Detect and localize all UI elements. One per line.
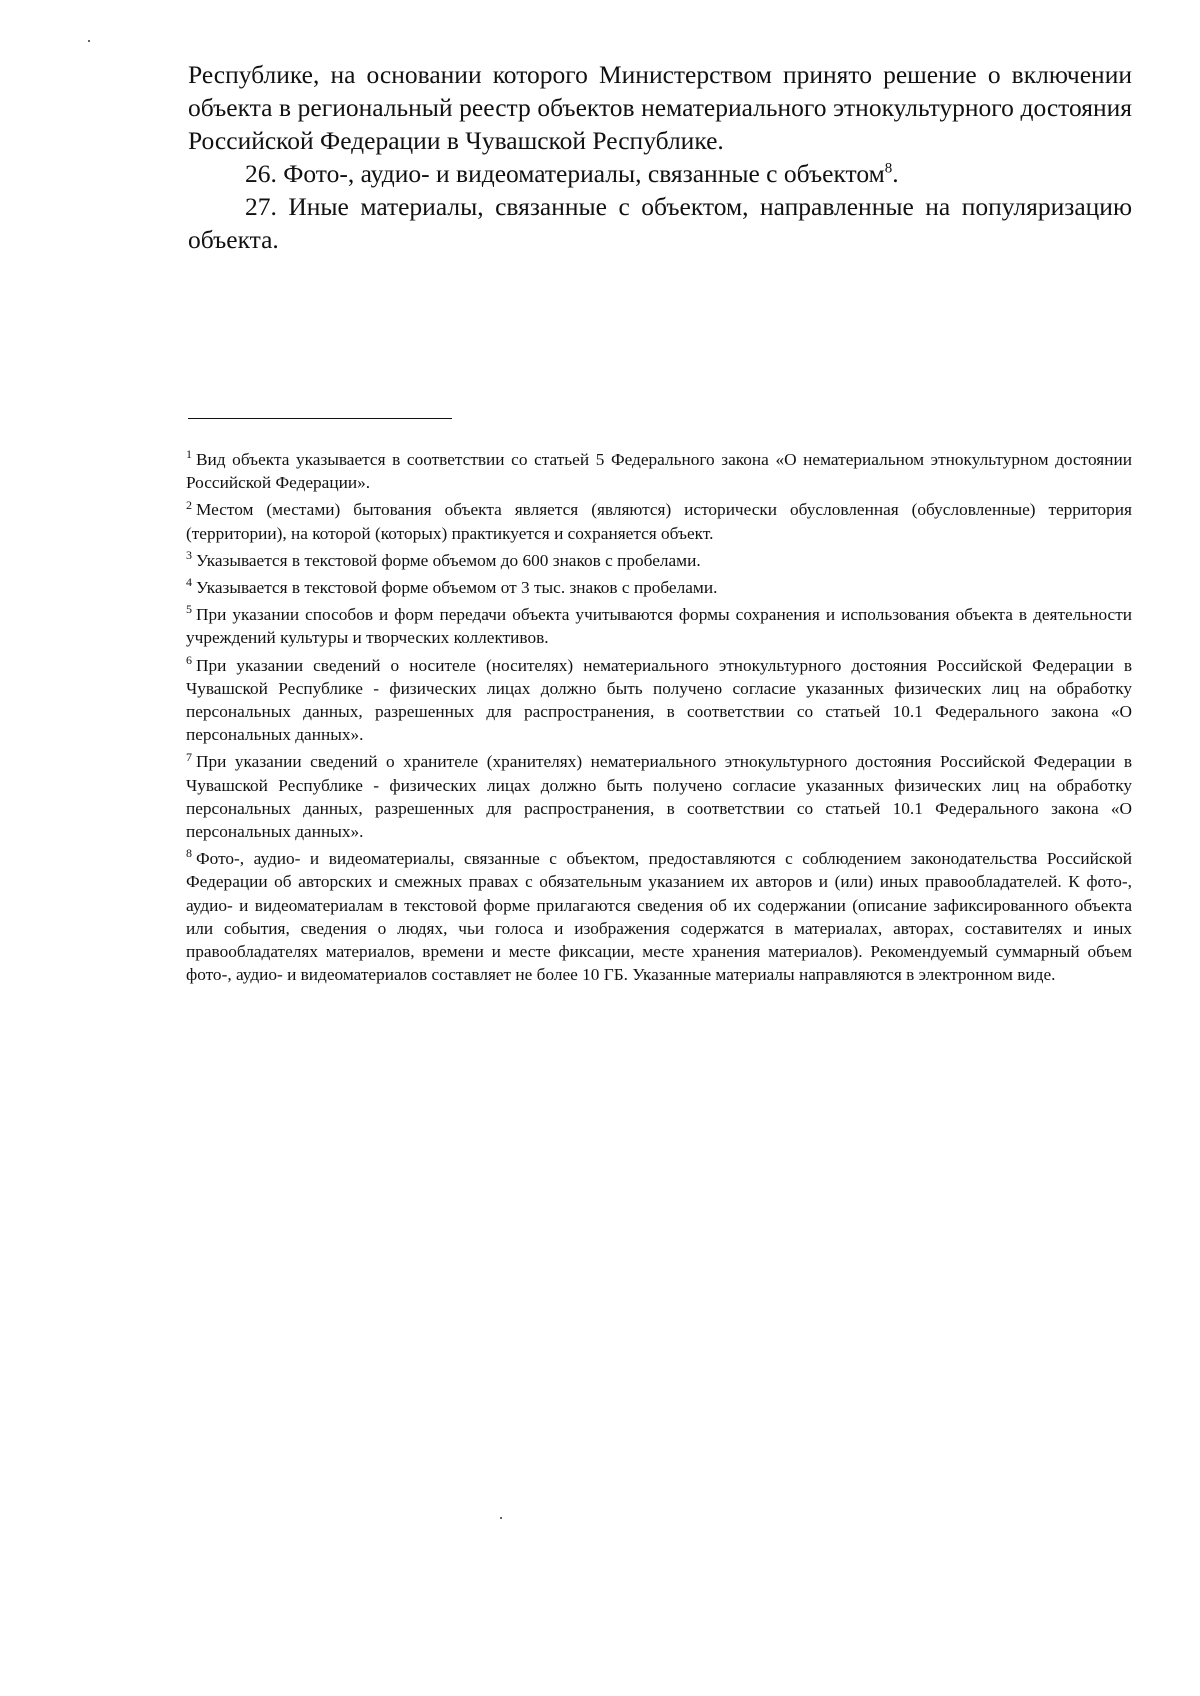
scan-speck: [88, 40, 90, 42]
footnote-separator: [188, 418, 452, 419]
footnote-number: 8: [186, 846, 192, 861]
footnote-number: 4: [186, 575, 192, 590]
footnote-number: 2: [186, 497, 192, 512]
paragraph-continuation: [188, 58, 1132, 157]
paragraph-text: 26. Фото-, аудио- и видеоматериалы, связанные с объектом: [245, 159, 885, 188]
footnote-number: 5: [186, 602, 192, 617]
footnote-text: Местом (местами) бытования объекта является (являются) исторически обусловленная (обусловленные) территория (территории), на которой (которых) практикуется и сохраняется объект.: [186, 500, 1132, 543]
paragraph-text: 27. Иные материалы, связанные с объектом, направленные на популяризацию объекта.: [188, 192, 1132, 254]
footnote-text: При указании сведений о носителе (носителях) нематериального этнокультурного достояния Российской Федерации в Чувашской Республике - физических лицах должно быть получено согласие указанных физических лиц на обработку персональных данных, разрешенных для распространения, в соответствии со статьей 10.1 Федерального закона «О персональных данных».: [186, 655, 1132, 745]
paragraph-item-26: [188, 157, 1132, 190]
footnote-1: [186, 448, 1132, 494]
footnote-8: [186, 847, 1132, 986]
footnote-number: 1: [186, 447, 192, 462]
footnote-reference[interactable]: 8: [884, 160, 893, 177]
footnote-text: Указывается в текстовой форме объемом от 3 тыс. знаков с пробелами.: [196, 578, 718, 598]
footnote-5: [186, 603, 1132, 649]
footnote-number: 3: [186, 548, 192, 563]
paragraph-item-27: [188, 190, 1132, 256]
footnote-number: 6: [186, 652, 192, 667]
footnote-text: Указывается в текстовой форме объемом до 600 знаков с пробелами.: [196, 550, 701, 570]
footnote-4: [186, 576, 1132, 599]
footnote-text: Фото-, аудио- и видеоматериалы, связанные с объектом, предоставляются с соблюдением законодательства Российской Федерации об авторских и смежных правах с обязательным указанием их авторов и (или) иных правообладателей. К фото-, аудио- и видеоматериалам в текстовой форме прилагаются сведения об их содержании (описание зафиксированного объекта или события, сведения о людях, чьи голоса и изображения содержатся в материалах, авторах, составителях и иных правообладателях материалов, времени и месте фиксации, месте хранения материалов). Рекомендуемый суммарный объем фото-, аудио- и видеоматериалов составляет не более 10 ГБ. Указанные материалы направляются в электронном виде.: [186, 849, 1132, 985]
paragraph-end: .: [892, 159, 899, 188]
footnote-7: [186, 750, 1132, 843]
footnote-text: Вид объекта указывается в соответствии со статьей 5 Федерального закона «О нематериальном этнокультурном достоянии Российской Федерации».: [186, 450, 1132, 493]
scan-speck: [500, 1517, 502, 1519]
footnote-number: 7: [186, 749, 192, 764]
paragraph-text: Республике, на основании которого Министерством принято решение о включении объекта в региональный реестр объектов нематериального этнокультурного достояния Российской Федерации в Чувашской Республике.: [188, 60, 1132, 155]
footnote-text: При указании способов и форм передачи объекта учитываются формы сохранения и использования объекта в деятельности учреждений культуры и творческих коллективов.: [186, 605, 1132, 648]
footnote-6: [186, 654, 1132, 747]
footnotes: [186, 448, 1132, 990]
footnote-3: [186, 549, 1132, 572]
main-text: [188, 58, 1132, 256]
footnote-2: [186, 498, 1132, 544]
footnote-text: При указании сведений о хранителе (хранителях) нематериального этнокультурного достояния Российской Федерации в Чувашской Республике - физических лицах должно быть получено согласие указанных физических лиц на обработку персональных данных, разрешенных для распространения, в соответствии со статьей 10.1 Федерального закона «О персональных данных».: [186, 752, 1132, 842]
